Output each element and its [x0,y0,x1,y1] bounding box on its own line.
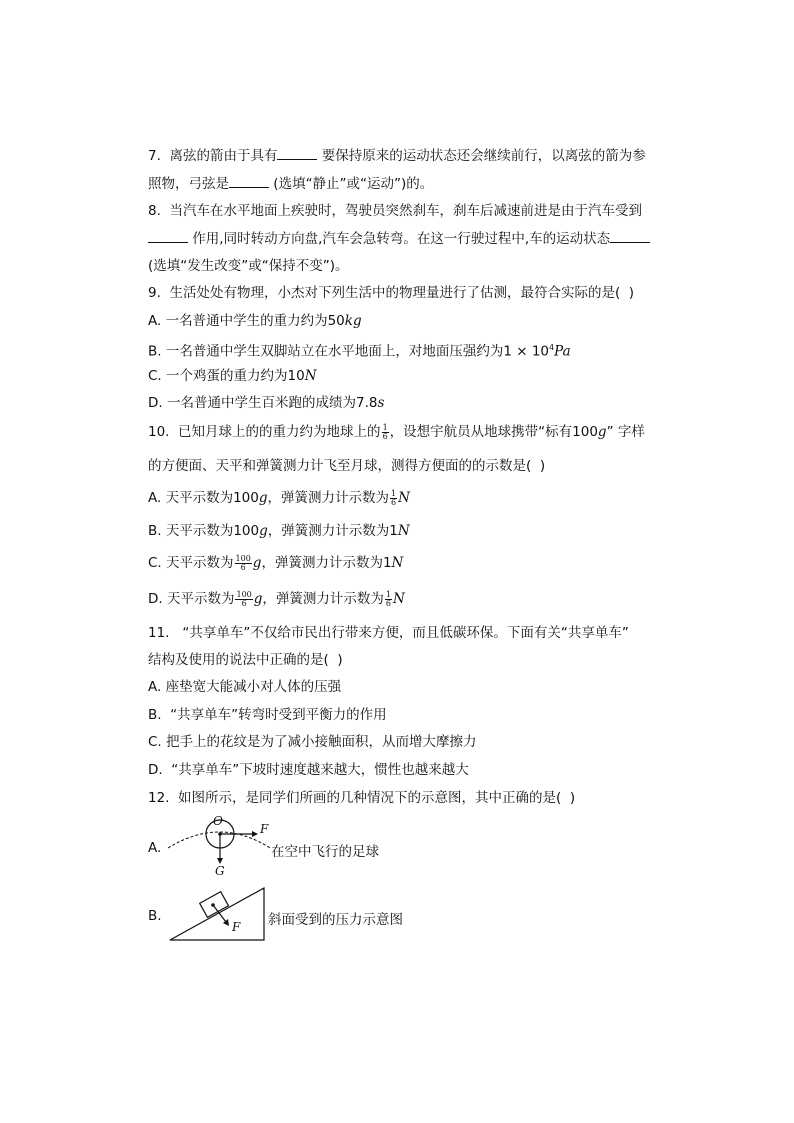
q12-stem [148,788,575,808]
q11-option-b [148,705,387,725]
q11-c-text: C. 把手上的花纹是为了减小接触面积，从而增大摩擦力 [148,734,477,750]
q10-option-d [148,589,405,609]
q9-option-c [148,366,317,386]
q11-d-text: D. “共享单车”下坡时速度越来越大，惯性也越来越大 [148,762,469,778]
q11-stem-2-text: 结构及使用的说法中正确的是( ) [148,652,343,668]
q7-blank-2 [229,174,269,188]
q10-stem-g: g [597,424,607,440]
q8-line-3 [148,256,349,276]
q8-text-b: 作用,同时转动方向盘,汽车会急转弯。在这一行驶过程中,车的运动状态 [192,231,611,247]
q10-c-fraction: $\frac{100}{6}$ [235,553,251,572]
q12-stem-text: 12. 如图所示，是同学们所画的几种情况下的示意图，其中正确的是( ) [148,790,576,806]
q10-a-text-1: A. 天平示数为100 [148,490,259,506]
q9-a-unit: kg [344,313,362,329]
q11-a-text: A. 座垫宽大能减小对人体的压强 [148,679,342,695]
q8-text-c: (选填“发生改变”或“保持不变”)。 [148,258,349,274]
q7-text-d: (选填“静止”或“运动”)的。 [273,176,434,192]
q10-d-fraction-2: $\frac{1}{6}$ [385,589,392,608]
q10-option-b [148,521,410,541]
q11-option-d [148,760,469,780]
q9-b-exp: 4 [549,343,555,352]
q10-d-n: N [393,591,405,607]
q9-a-text: A. 一名普通中学生的重力约为50 [148,313,345,329]
q12-a-force-g-label: G [215,864,225,878]
q7-line-1 [148,146,646,166]
q10-stem-c: ” 字样 [606,424,645,440]
q11-option-c [148,732,477,752]
q12-b-force-f-label: F [232,920,241,934]
q10-c-n: N [391,555,404,571]
q10-c-g: g [252,555,262,571]
q10-stem-2 [148,456,545,476]
q10-c-text-2: ，弹簧测力计示数为1 [261,555,392,571]
q12-a-force-f-label: F [260,822,269,836]
q10-c-text-1: C. 天平示数为 [148,555,234,571]
q8-blank-2 [610,229,650,243]
q7-blank-1 [277,146,317,160]
q10-b-text-1: B. 天平示数为100 [148,523,260,539]
force-f-arrowhead [252,831,258,837]
q9-b-text: B. 一名普通中学生双脚站立在水平地面上，对地面压强约为1 × 10 [148,343,550,360]
q11-option-a [148,677,341,697]
q7-text-b: 要保持原来的运动状态还会继续前行，以离弦的箭为参 [321,148,646,164]
q12-a-caption: 在空中飞行的足球 [271,844,379,860]
q9-option-d [148,393,384,413]
q9-c-text: C. 一个鸡蛋的重力约为10 [148,368,305,384]
q8-line-2 [148,229,650,249]
q12-b-incline-diagram [166,886,268,944]
q12-a-label: A. [148,840,162,856]
q10-stem-fraction: $\frac{1}{6}$ [382,422,388,441]
q10-a-n: N [398,490,410,506]
q12-b-caption: 斜面受到的压力示意图 [268,912,403,928]
q10-option-a [148,488,410,508]
q9-d-text: D. 一名普通中学生百米跑的成绩为7.8 [148,395,378,411]
q10-stem-b: ，设想宇航员从地球携带“标有100 [389,424,598,440]
q10-b-g: g [259,523,268,539]
q9-stem [148,283,634,303]
q9-option-a [148,311,362,331]
q10-a-text-2: ，弹簧测力计示数为 [267,490,390,506]
q10-a-g: g [258,490,268,506]
q9-option-b [148,338,571,362]
q10-a-fraction: $\frac{1}{6}$ [391,488,397,507]
q10-option-c [148,553,403,573]
q9-stem-text: 9. 生活处处有物理，小杰对下列生活中的物理量进行了估测，最符合实际的是( ) [148,285,635,301]
q9-c-unit: N [304,368,317,384]
q8-text-a: 8. 当汽车在水平地面上疾驶时，驾驶员突然刹车，刹车后减速前进是由于汽车受到 [148,203,642,219]
q11-stem-1-text: 11. “共享单车”不仅给市民出行带来方便，而且低碳环保。下面有关“共享单车” [148,625,629,641]
q10-d-fraction-1: $\frac{100}{6}$ [236,589,252,608]
q8-blank-1 [148,229,188,243]
q10-b-text-2: ，弹簧测力计示数为1 [267,523,398,539]
q10-d-text-1: D. 天平示数为 [148,591,235,607]
q12-a-point-o: O [213,814,223,828]
q11-stem-2 [148,650,343,670]
q11-stem-1 [148,623,629,643]
q11-b-text: B. “共享单车”转弯时受到平衡力的作用 [148,707,387,723]
q10-d-text-2: ，弹簧测力计示数为 [262,591,384,607]
q9-b-unit: Pa [554,343,571,360]
q7-text-c: 照物，弓弦是 [148,176,229,192]
q10-d-g: g [253,591,263,607]
q12-b-label: B. [148,908,162,924]
q9-d-unit: s [377,395,385,411]
q8-line-1 [148,201,642,221]
q10-b-n: N [397,523,410,539]
q10-stem-a: 10. 已知月球上的的重力约为地球上的 [148,424,381,440]
q10-stem-2-text: 的方便面、天平和弹簧测力计飞至月球，测得方便面的的示数是( ) [148,458,546,474]
q10-stem-1 [148,422,645,442]
q7-text-a: 7. 离弦的箭由于具有 [148,148,278,164]
q7-line-2 [148,174,433,194]
